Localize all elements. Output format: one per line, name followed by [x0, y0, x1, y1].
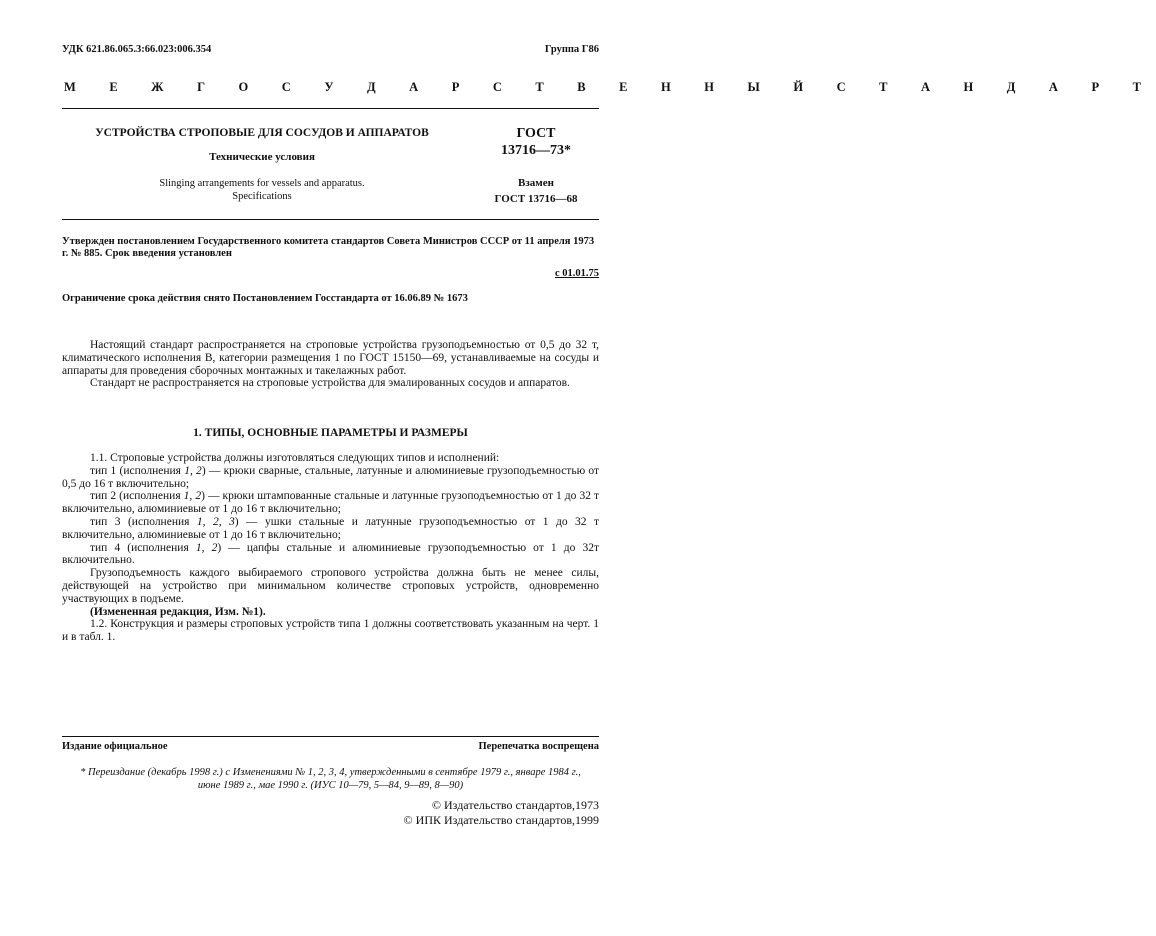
reissue-footnote — [62, 766, 599, 792]
intro-paragraph-1: Настоящий стандарт распространяется на строповые устройства грузоподъемностью от 0,5 до 32 т, климатического исполнения В, категории размещения 1 по ГОСТ 15150—69, устанавливаемые на сосуды и аппараты для проведения сборочных монтажных и такелажных работ. — [62, 339, 599, 377]
replaces-block — [476, 175, 596, 207]
reprint-prohibited-label: Перепечатка воспрещена — [478, 741, 599, 752]
copyright-block — [404, 798, 599, 828]
copyright-1973: © Издательство стандартов,1973 — [431, 798, 599, 812]
type-2-item — [62, 490, 599, 516]
replaces-value: ГОСТ 13716—68 — [494, 193, 578, 205]
copyright-1999: © ИПК Издательство стандартов,1999 — [403, 813, 599, 827]
type-2-description: ) — крюки штампованные стальные и латунные грузоподъемностью от 1 до 32 т включительно, алюминиевые от 1 до 16 т включительно; — [62, 490, 600, 516]
replaces-label: Взамен — [518, 177, 554, 189]
type-2-versions: 1, 2 — [183, 490, 202, 503]
limitation-note: Ограничение срока действия снято Постановлением Госстандарта от 16.06.89 № 1673 — [62, 293, 468, 304]
english-title-line2: Specifications — [232, 190, 292, 202]
header-divider — [62, 108, 599, 109]
type-3-description: ) — ушки стальные и латунные грузоподъемностью от 1 до 32 т включительно, алюминиевые от 1 до 16 т включительно; — [62, 515, 599, 541]
official-edition-label: Издание официальное — [62, 741, 168, 752]
type-4-versions: 1, 2 — [195, 541, 218, 554]
approval-line1: Утвержден постановлением Государственного комитета стандартов Совета Министров СССР от 11 апреля 1973 — [62, 236, 595, 247]
english-title — [62, 178, 462, 203]
intro-section — [62, 339, 599, 390]
clause-1-2: 1.2. Конструкция и размеры строповых устройств типа 1 должны соответствовать указанным на черт. 1 и в табл. 1. — [62, 618, 599, 644]
udk-code: УДК 621.86.065.3:66.023:006.354 — [62, 44, 212, 55]
intro-paragraph-2: Стандарт не распространяется на строповые устройства для эмалированных сосудов и аппаратов. — [90, 377, 570, 390]
gost-label: ГОСТ — [516, 126, 556, 141]
approval-statement — [62, 236, 599, 261]
type-1-item — [62, 465, 599, 491]
revision-note: (Измененная редакция, Изм. №1). — [90, 605, 266, 618]
footer-divider — [62, 736, 599, 737]
footnote-line1: * Переиздание (декабрь 1998 г.) с Изменениями № 1, 2, 3, 4, утвержденными в сентябре 1979 г., январе 1984 г., — [80, 767, 581, 778]
type-1-description: ) — крюки сварные, стальные, латунные и алюминиевые грузоподъемностью от 0,5 до 16 т включительно; — [62, 464, 600, 490]
type-4-item — [62, 542, 599, 568]
type-3-versions: 1, 2, 3 — [196, 515, 235, 528]
gost-number: 13716—73* — [501, 143, 571, 158]
gost-designation — [476, 125, 596, 159]
section-1-body — [62, 452, 599, 644]
interstate-standard-text: М Е Ж Г О С У Д А Р С Т В Е Н Н Ы Й С Т А Н Д А Р Т — [64, 80, 1156, 94]
type-4-prefix: тип 4 (исполнения — [90, 541, 196, 554]
section-1-heading: 1. ТИПЫ, ОСНОВНЫЕ ПАРАМЕТРЫ И РАЗМЕРЫ — [193, 427, 468, 439]
interstate-standard-banner — [64, 80, 1156, 95]
clause-1-1: 1.1. Строповые устройства должны изготовляться следующих типов и исполнений: — [90, 452, 500, 464]
type-1-prefix: тип 1 (исполнения — [90, 464, 185, 477]
footnote-line2: июне 1989 г., мае 1990 г. (ИУС 10—79, 5—84, 9—89, 8—90) — [197, 780, 464, 791]
type-3-item — [62, 516, 599, 542]
type-2-prefix: тип 2 (исполнения — [90, 490, 184, 503]
english-title-line1: Slinging arrangements for vessels and apparatus. — [159, 178, 365, 189]
group-code: Группа Г86 — [544, 44, 599, 55]
document-title: УСТРОЙСТВА СТРОПОВЫЕ ДЛЯ СОСУДОВ И АППАРАТОВ — [95, 127, 429, 139]
type-3-prefix: тип 3 (исполнения — [90, 515, 197, 528]
type-1-versions: 1, 2 — [184, 464, 202, 477]
type-4-description: ) — цапфы стальные и алюминиевые грузоподъемностью от 1 до 32т включительно. — [62, 541, 599, 567]
capacity-paragraph: Грузоподъемность каждого выбираемого стропового устройства должна быть не менее силы, действующей на устройство при минимальном количестве строповых устройств, одновременно участвующих в подъеме. — [62, 567, 599, 605]
title-divider — [62, 219, 599, 220]
approval-line2: г. № 885. Срок введения установлен — [62, 248, 232, 260]
effective-date: с 01.01.75 — [554, 268, 599, 279]
document-subtitle: Технические условия — [209, 151, 315, 163]
